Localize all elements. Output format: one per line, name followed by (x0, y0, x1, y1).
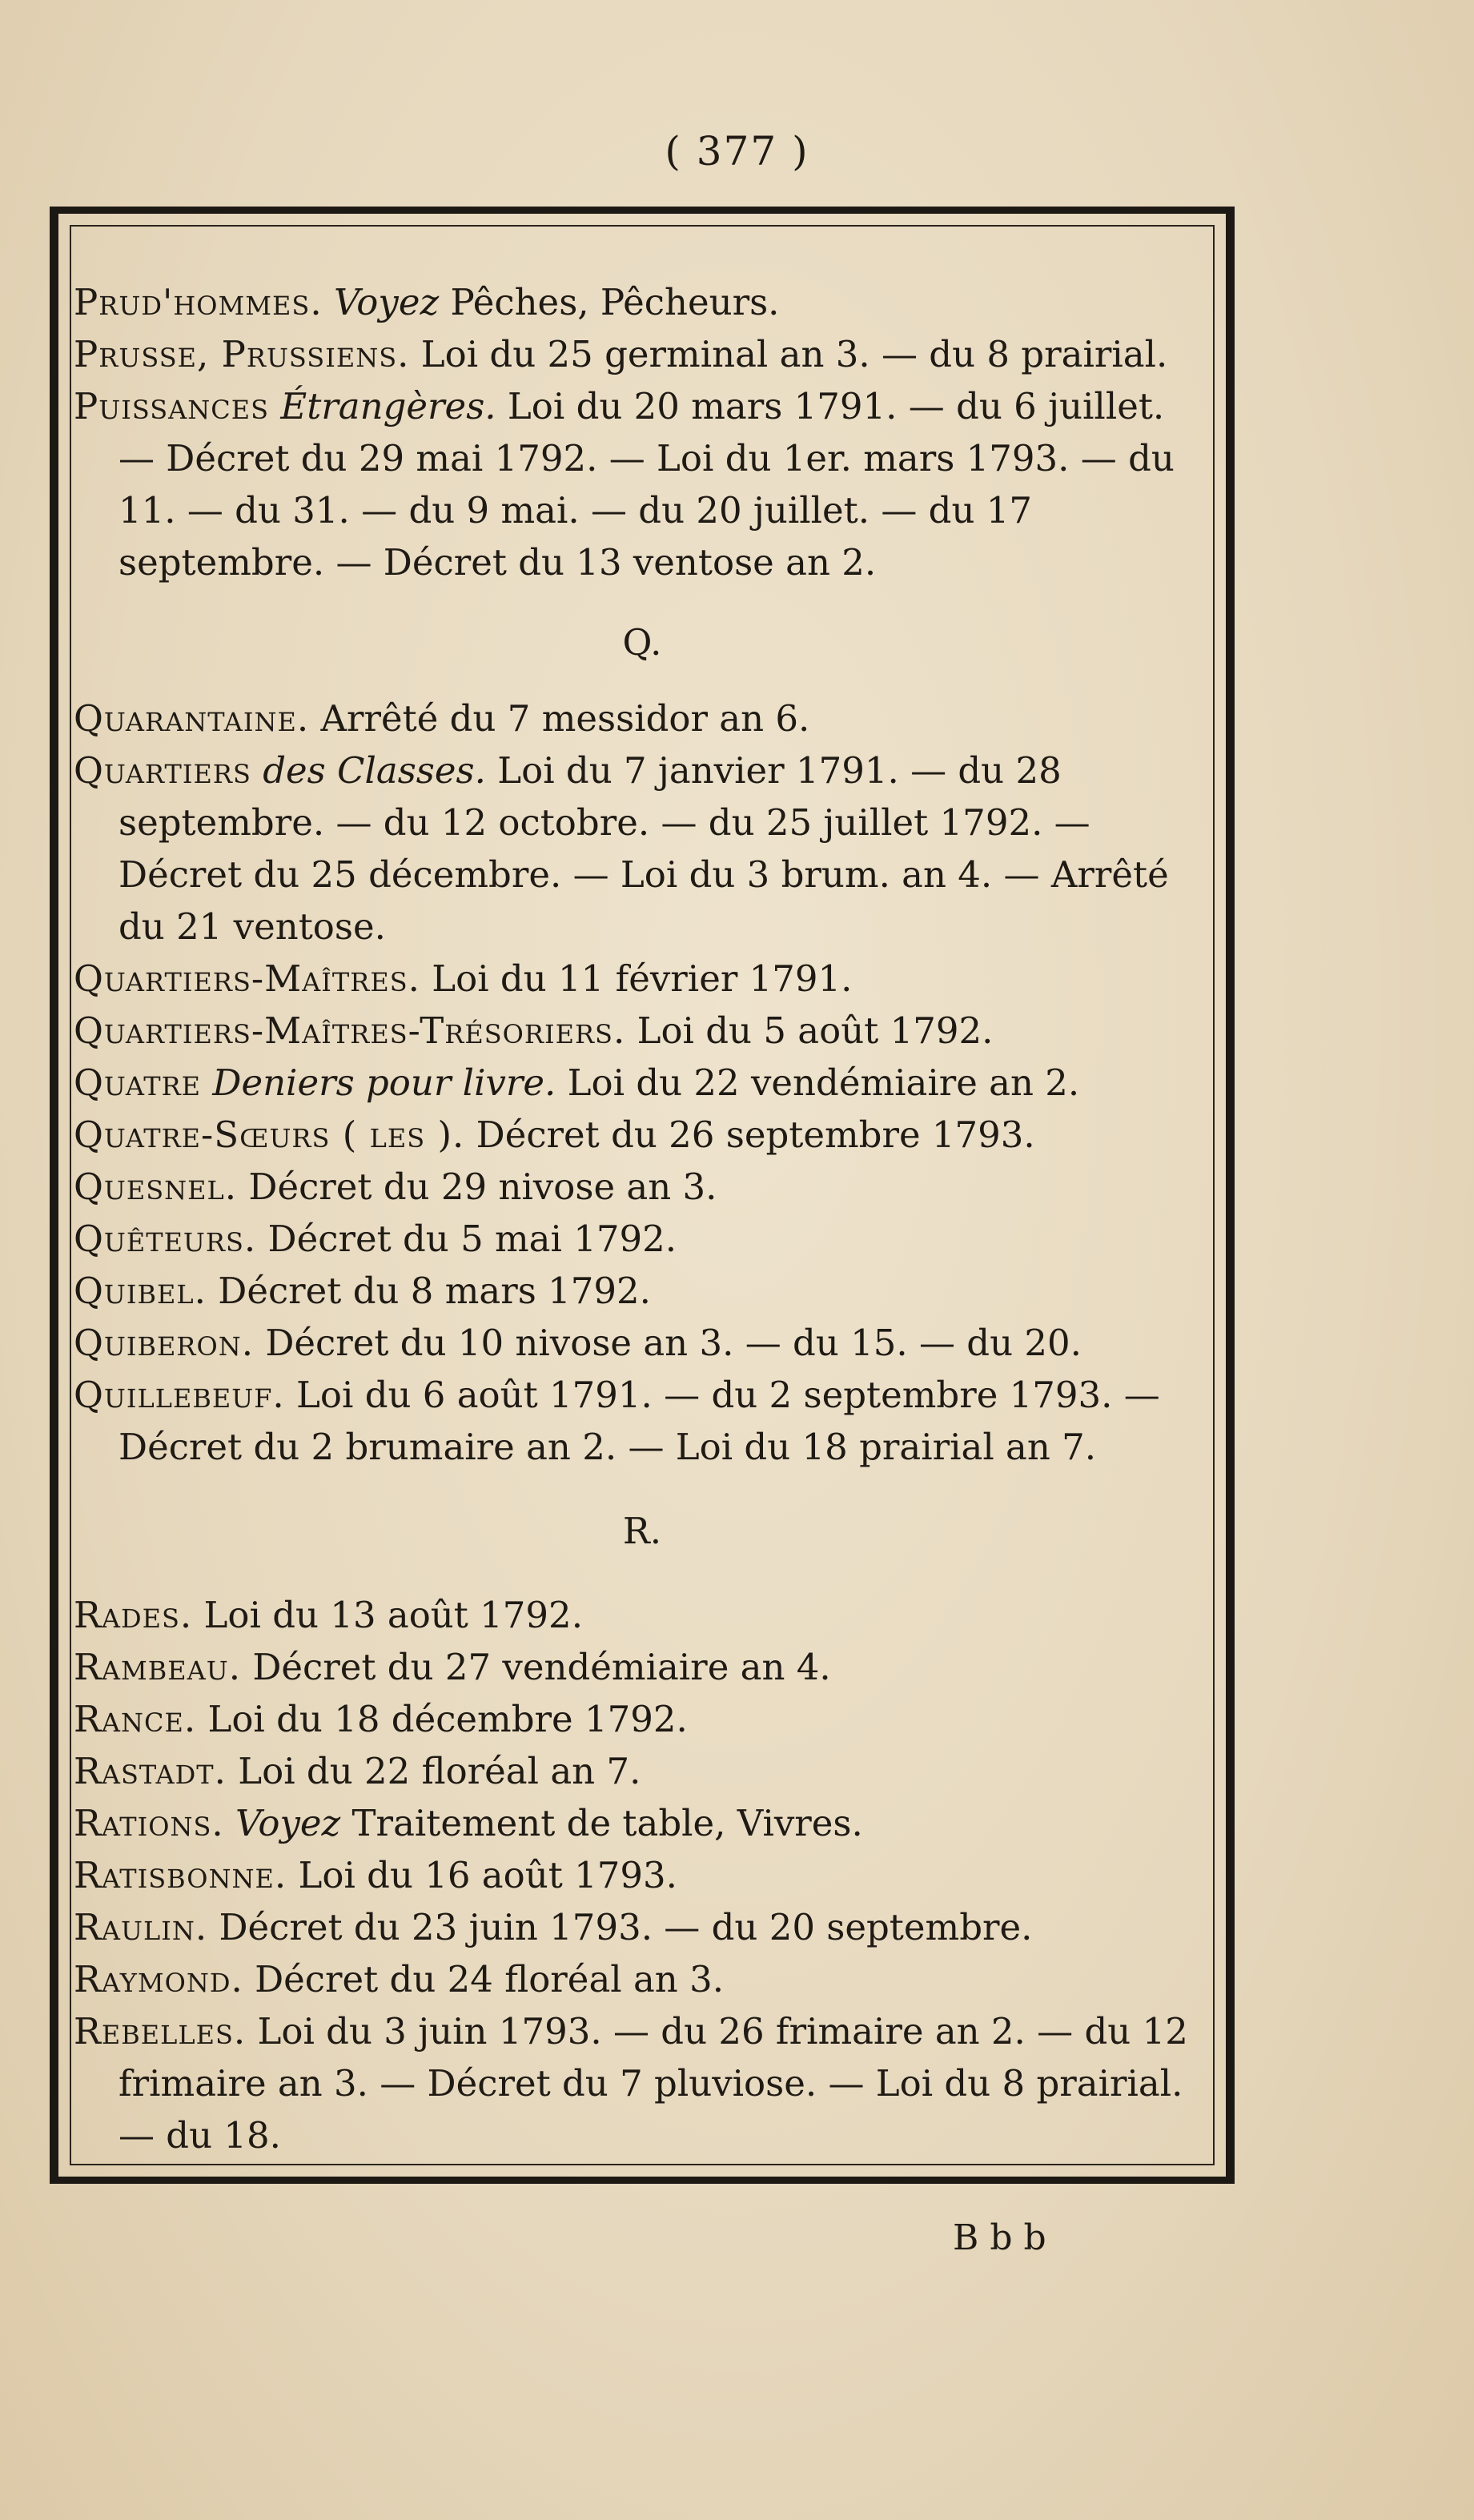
entry-text: Loi du 7 janvier 1791. — du 28 septembre. — du 12 octobre. — du 25 juillet 1792. — Décret du 25 décembre. — Loi du 3 brum. an 4. — Arrêté du 21 ventose. (118, 749, 1169, 948)
index-entry (74, 2005, 1211, 2161)
index-entry (74, 328, 1211, 380)
index-entry (74, 276, 1211, 328)
entry-heading: Quatre-Sœurs ( les ). (74, 1114, 465, 1156)
entry-text: Loi du 11 février 1791. (432, 957, 853, 1000)
entry-heading: Prud'hommes. (74, 281, 323, 323)
entry-heading: Puissances (74, 385, 270, 427)
entry-text: Décret du 27 vendémiaire an 4. (252, 1646, 831, 1688)
entry-heading: Ratisbonne. (74, 1854, 287, 1896)
entry-italic: Étrangères. (280, 385, 496, 427)
index-entry (74, 1953, 1211, 2005)
entry-text: Traitement de table, Vivres. (351, 1802, 863, 1844)
entry-text: Décret du 8 mars 1792. (218, 1270, 651, 1312)
entry-text: Loi du 6 août 1791. — du 2 septembre 1793. — Décret du 2 brumaire an 2. — Loi du 18 prairial an 7. (118, 1374, 1160, 1468)
entry-text: Décret du 23 juin 1793. — du 20 septembre. (219, 1906, 1033, 1948)
index-entry (74, 1057, 1211, 1109)
entry-text: Arrêté du 7 messidor an 6. (320, 697, 810, 740)
index-entry (74, 1317, 1211, 1369)
entry-heading: Quiberon. (74, 1322, 255, 1364)
entry-heading: Quesnel. (74, 1166, 238, 1208)
entry-heading: Rations. (74, 1802, 224, 1844)
entry-heading: Rades. (74, 1594, 193, 1636)
index-content (74, 276, 1211, 2161)
index-entry (74, 1369, 1211, 1473)
index-entry (74, 1849, 1211, 1901)
entry-text: Loi du 25 germinal an 3. — du 8 prairial. (420, 333, 1168, 375)
section-letter-r: R. (622, 1510, 662, 1552)
index-entry (74, 1797, 1211, 1849)
entry-text: Loi du 16 août 1793. (298, 1854, 677, 1896)
signature-mark: Bbb (953, 2217, 1058, 2258)
index-entry (74, 380, 1211, 588)
entry-heading: Quartiers-Maîtres-Trésoriers. (74, 1009, 626, 1052)
index-entry (74, 1005, 1211, 1057)
entry-italic: Voyez (333, 281, 440, 323)
entry-heading: Quarantaine. (74, 697, 310, 740)
entry-text: Loi du 5 août 1792. (637, 1009, 994, 1052)
page-number: ( 377 ) (665, 128, 809, 175)
entry-text: Décret du 26 septembre 1793. (476, 1114, 1035, 1156)
index-entry (74, 1641, 1211, 1693)
index-entry (74, 953, 1211, 1005)
index-entry (74, 1589, 1211, 1641)
entry-heading: Quatre (74, 1061, 202, 1104)
entry-heading: Quartiers (74, 749, 251, 792)
entry-heading: Quibel. (74, 1270, 207, 1312)
index-entry (74, 1745, 1211, 1797)
entry-heading: Quillebeuf. (74, 1374, 285, 1416)
entry-text: Loi du 3 juin 1793. — du 26 frimaire an 2. — du 12 frimaire an 3. — Décret du 7 pluviose. — Loi du 8 prairial. — du 18. (118, 2010, 1188, 2157)
entry-italic: Voyez (235, 1802, 341, 1844)
section-p (74, 276, 1211, 588)
entry-text: Loi du 22 floréal an 7. (238, 1750, 641, 1792)
entry-heading: Prusse, Prussiens. (74, 333, 410, 375)
entry-heading: Quartiers-Maîtres. (74, 957, 420, 1000)
entry-text: Loi du 22 vendémiaire an 2. (567, 1061, 1080, 1104)
entry-heading: Rambeau. (74, 1646, 242, 1688)
entry-heading: Quêteurs. (74, 1218, 257, 1260)
entry-text: Loi du 18 décembre 1792. (207, 1698, 688, 1740)
entry-heading: Raulin. (74, 1906, 208, 1948)
index-entry (74, 1265, 1211, 1317)
index-entry (74, 1213, 1211, 1265)
entry-italic: des Classes. (263, 749, 486, 792)
section-letter-q: Q. (622, 621, 662, 664)
entry-heading: Raymond. (74, 1958, 243, 2000)
entry-text: Décret du 29 nivose an 3. (248, 1166, 717, 1208)
entry-italic: Deniers pour livre. (212, 1061, 556, 1104)
entry-text: Pêches, Pêcheurs. (450, 281, 780, 323)
entry-text: Décret du 5 mai 1792. (267, 1218, 677, 1260)
entry-text: Loi du 20 mars 1791. — du 6 juillet. — Décret du 29 mai 1792. — Loi du 1er. mars 1793. — du 11. — du 31. — du 9 mai. — du 20 juillet. — du 17 septembre. — Décret du 13 ventose an 2. (118, 385, 1175, 584)
entry-text: Décret du 10 nivose an 3. — du 15. — du 20. (265, 1322, 1082, 1364)
index-entry (74, 1693, 1211, 1745)
section-r (74, 1589, 1211, 2161)
entry-heading: Rastadt. (74, 1750, 227, 1792)
entry-text: Décret du 24 floréal an 3. (255, 1958, 725, 2000)
index-entry (74, 744, 1211, 953)
index-entry (74, 1901, 1211, 1953)
index-entry (74, 1161, 1211, 1213)
entry-heading: Rebelles. (74, 2010, 247, 2053)
entry-text: Loi du 13 août 1792. (203, 1594, 583, 1636)
section-q (74, 692, 1211, 1473)
entry-heading: Rance. (74, 1698, 197, 1740)
index-entry (74, 692, 1211, 744)
index-entry (74, 1109, 1211, 1161)
